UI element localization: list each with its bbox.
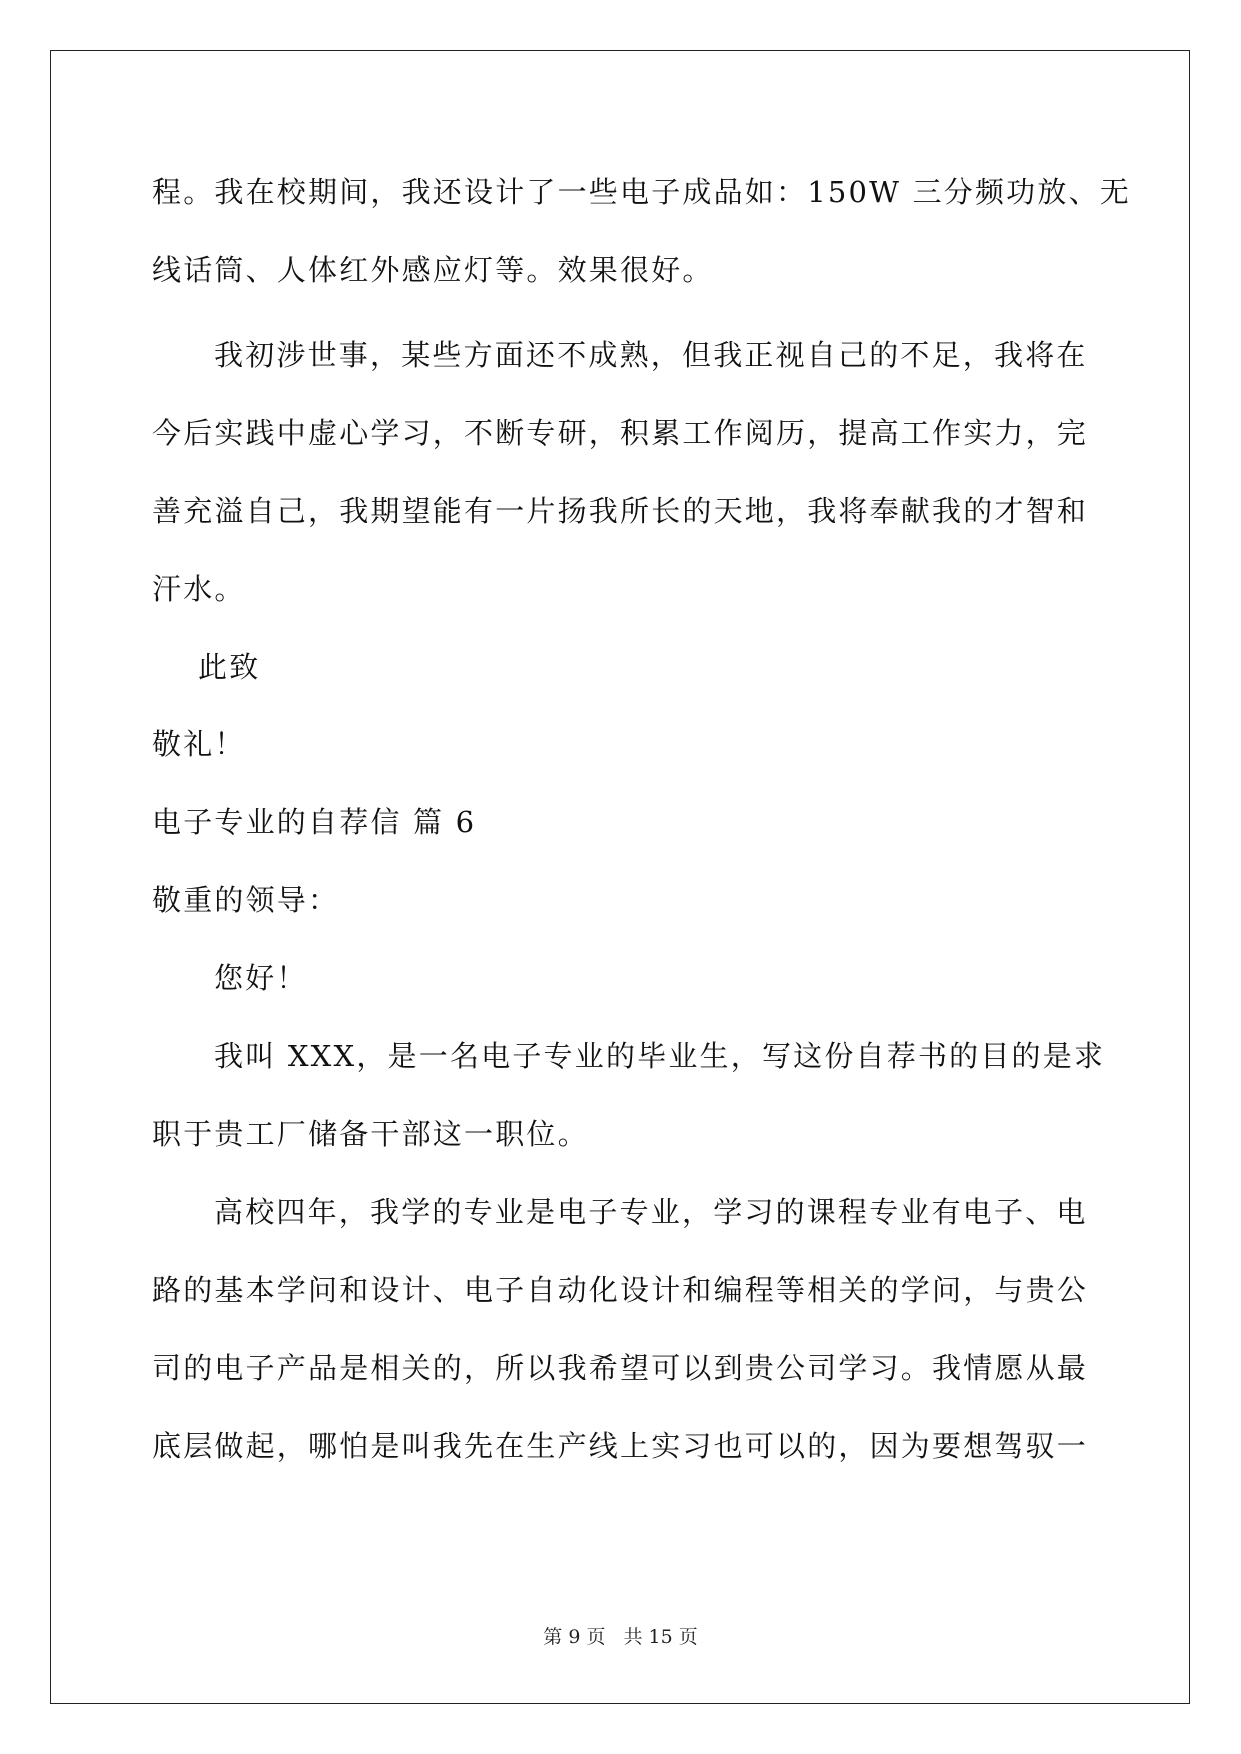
body-text-line: 今后实践中虚心学习，不断专研，积累工作阅历，提高工作实力，完 xyxy=(152,416,1089,450)
body-text-line: 汗水。 xyxy=(152,572,246,606)
body-text-line: 善充溢自己，我期望能有一片扬我所长的天地，我将奉献我的才智和 xyxy=(152,494,1089,528)
body-text-line: 程。我在校期间，我还设计了一些电子成品如：150W 三分频功放、无 xyxy=(152,175,1131,209)
salutation: 敬重的领导： xyxy=(152,883,340,917)
body-text-line: 路的基本学问和设计、电子自动化设计和编程等相关的学问，与贵公 xyxy=(152,1273,1089,1307)
page-total: 共 15 页 xyxy=(623,1626,698,1648)
body-text-line: 司的电子产品是相关的，所以我希望可以到贵公司学习。我情愿从最 xyxy=(152,1351,1089,1385)
body-text-line: 我叫 XXX，是一名电子专业的毕业生，写这份自荐书的目的是求 xyxy=(214,1039,1106,1073)
closing-salute: 敬礼！ xyxy=(152,727,246,761)
body-text-line: 职于贵工厂储备干部这一职位。 xyxy=(152,1117,589,1151)
section-heading: 电子专业的自荐信 篇 6 xyxy=(152,805,477,839)
page-footer xyxy=(0,1625,1241,1649)
page-number: 第 9 页 xyxy=(543,1626,606,1648)
greeting: 您好！ xyxy=(214,961,308,995)
body-text-line: 高校四年，我学的专业是电子专业，学习的课程专业有电子、电 xyxy=(214,1195,1088,1229)
body-text-line: 线话筒、人体红外感应灯等。效果很好。 xyxy=(152,253,714,287)
body-text-line: 我初涉世事，某些方面还不成熟，但我正视自己的不足，我将在 xyxy=(214,338,1088,372)
body-text-line: 底层做起，哪怕是叫我先在生产线上实习也可以的，因为要想驾驭一 xyxy=(152,1429,1089,1463)
closing-phrase: 此致 xyxy=(198,650,261,684)
